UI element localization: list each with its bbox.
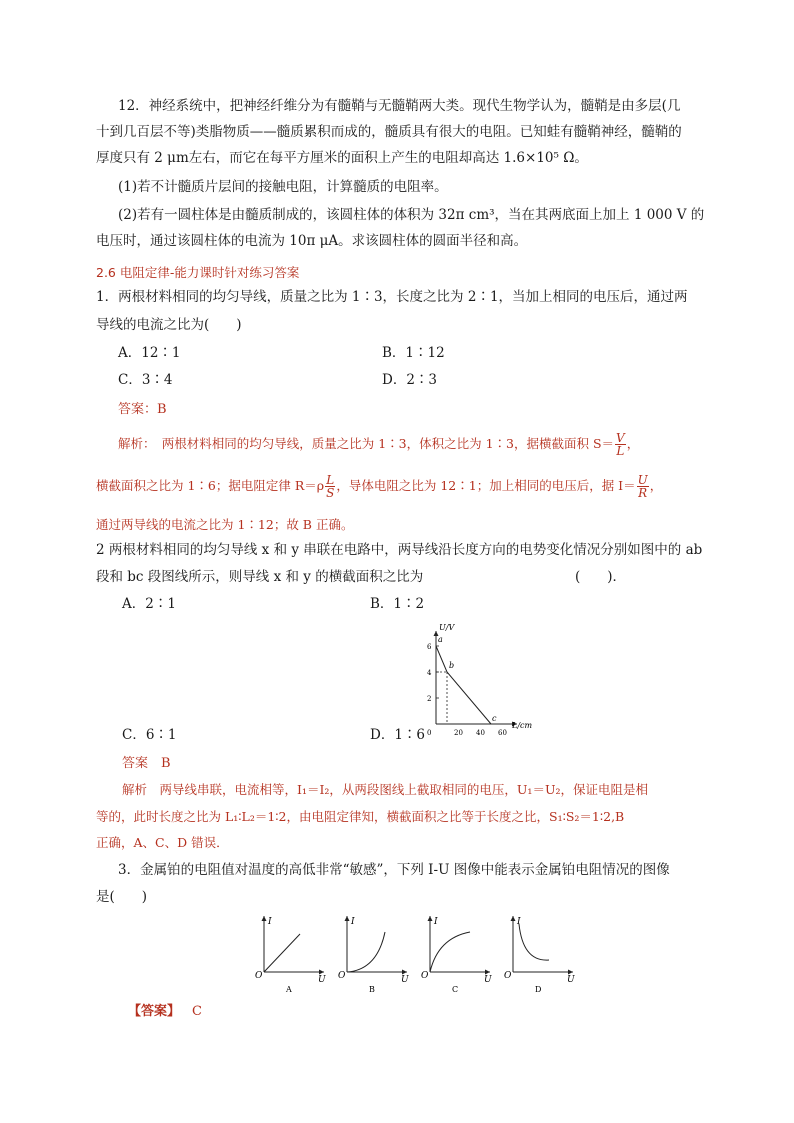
problem12-line3: 厚度只有 2 μm左右，而它在每平方厘米的面积上产生的电阻却高达 1.6×10⁵ Ω。 xyxy=(96,150,588,166)
u-label: U xyxy=(318,975,326,985)
frac-denominator: S xyxy=(326,486,335,500)
frac-denominator: L xyxy=(616,444,625,458)
section-title: 2.6 电阻定律-能力课时针对练习答案 xyxy=(96,265,300,280)
origin-label: O xyxy=(421,971,429,981)
graph-caption: C xyxy=(452,985,459,994)
iu-curve xyxy=(519,924,549,960)
y-tick-label: 6 xyxy=(427,643,432,651)
iu-curve xyxy=(347,932,385,972)
frac-denominator: R xyxy=(638,486,648,500)
u-axis-arrow xyxy=(319,970,324,975)
q1-explanation-line3: 通过两导线的电流之比为 1∶12；故 B 正确。 xyxy=(96,517,354,532)
origin-label: O xyxy=(504,971,512,981)
iu-graph-D xyxy=(504,916,575,994)
i-axis-arrow xyxy=(262,916,267,921)
point-label-c: c xyxy=(492,714,497,723)
iu-curve xyxy=(430,932,470,972)
series-line xyxy=(436,646,491,724)
x-tick-label: 0 xyxy=(427,729,432,737)
q2-stem-line2: 段和 bc 段图线所示，则导线 x 和 y 的横截面积之比为 xyxy=(96,569,424,585)
q1-exp2-text-b: ，导体电阻之比为 12∶1；加上相同的电压后，据 I＝ xyxy=(336,478,636,493)
q1-stem-line2: 导线的电流之比为( ) xyxy=(96,317,242,333)
x-tick-label: 40 xyxy=(476,729,485,737)
q2-option-b: B．1∶2 xyxy=(370,596,425,612)
y-tick-label: 4 xyxy=(427,669,432,677)
problem12-line1: 12．神经系统中，把神经纤维分为有髓鞘与无髓鞘两大类。现代生物学认为，髓鞘是由多层(几 xyxy=(118,98,681,114)
q1-stem-line1: 1．两根材料相同的均匀导线，质量之比为 1∶3，长度之比为 2∶1，当加上相同的电压后，通过两 xyxy=(96,289,688,305)
fraction-l-over-s xyxy=(325,474,335,499)
q1-exp2-text-a: 横截面积之比为 1∶6；据电阻定律 R＝ρ xyxy=(96,478,325,493)
q1-option-a: A．12∶1 xyxy=(118,345,181,361)
graph-caption: D xyxy=(535,985,542,994)
i-label: I xyxy=(351,917,355,927)
u-axis-arrow xyxy=(485,970,490,975)
problem12-line2: 十到几百层不等)类脂物质——髓质累积而成的，髓质具有很大的电阻。已知蛙有髓鞘神经，髓鞘的 xyxy=(96,124,682,140)
q2-voltage-length-chart xyxy=(420,618,560,744)
q2-answer: 答案 B xyxy=(122,756,171,771)
q1-explanation-line2 xyxy=(96,474,662,499)
y-axis-label: U/V xyxy=(439,623,455,632)
graph-caption: A xyxy=(286,985,292,994)
origin-label: O xyxy=(338,971,346,981)
q2-explanation-line1: 解析 两导线串联，电流相等，I₁＝I₂，从两段图线上截取相同的电压，U₁＝U₂，保证电阻是相 xyxy=(122,782,648,797)
u-label: U xyxy=(484,975,492,985)
u-label: U xyxy=(401,975,409,985)
point-label-b: b xyxy=(449,661,455,670)
fraction-v-over-l xyxy=(615,432,626,457)
problem12-question2-line1: (2)若有一圆柱体是由髓质制成的，该圆柱体的体积为 32π cm³，当在其两底面上加上 1 000 V 的 xyxy=(118,207,705,223)
u-axis-arrow xyxy=(402,970,407,975)
problem12-question1: (1)若不计髓质片层间的接触电阻，计算髓质的电阻率。 xyxy=(118,179,448,195)
q2-option-a: A．2∶1 xyxy=(122,596,176,612)
q1-answer: 答案：B xyxy=(118,402,167,417)
q2-stem-line1: 2 两根材料相同的均匀导线 x 和 y 串联在电路中，两导线沿长度方向的电势变化情况分别如图中的 ab xyxy=(96,542,703,558)
i-axis-arrow xyxy=(511,916,516,921)
q1-exp2-end: ， xyxy=(649,478,663,493)
q2-option-c: C．6∶1 xyxy=(122,727,177,743)
x-tick-label: 60 xyxy=(498,729,507,737)
graph-caption: B xyxy=(369,985,375,994)
iu-graph-B xyxy=(338,916,409,994)
q3-answer-label: 【答案】 xyxy=(128,1004,181,1019)
q3-answer xyxy=(128,1000,202,1019)
frac-numerator: V xyxy=(616,431,625,445)
point-label-a: a xyxy=(438,635,443,644)
i-label: I xyxy=(517,917,521,927)
x-tick-label: 20 xyxy=(454,729,463,737)
q3-iu-graphs xyxy=(250,912,580,996)
iu-graph-A xyxy=(255,916,326,994)
origin-label: O xyxy=(255,971,263,981)
x-axis-label: L/cm xyxy=(512,721,533,730)
problem12-question2-line2: 电压时，通过该圆柱体的电流为 10π μA。求该圆柱体的圆面半径和高。 xyxy=(96,233,528,249)
i-axis-arrow xyxy=(428,916,433,921)
iu-curve xyxy=(264,934,300,972)
q2-explanation-line2: 等的，此时长度之比为 L₁∶L₂＝1∶2，由电阻定律知，横截面积之比等于长度之比，S₁∶S₂＝1∶2,B xyxy=(96,809,625,824)
q1-option-c: C．3∶4 xyxy=(118,372,173,388)
y-tick-label: 2 xyxy=(427,695,432,703)
q3-stem-line2: 是( ) xyxy=(96,889,148,905)
q2-explanation-line3: 正确，A、C、D 错误． xyxy=(96,835,229,850)
q1-explanation-line1 xyxy=(118,432,639,457)
q3-stem-line1: 3．金属铂的电阻值对温度的高低非常“敏感”，下列 I-U 图像中能表示金属铂电阻情况的图像 xyxy=(118,862,670,878)
q2-option-d: D．1∶6 xyxy=(370,727,426,743)
u-label: U xyxy=(567,975,575,985)
frac-numerator: U xyxy=(637,473,648,487)
q3-answer-value: C xyxy=(192,1004,202,1019)
i-label: I xyxy=(434,917,438,927)
fraction-u-over-r xyxy=(637,474,649,499)
u-axis-arrow xyxy=(568,970,573,975)
q1-option-b: B．1∶12 xyxy=(382,345,445,361)
iu-graph-C xyxy=(421,916,492,994)
frac-numerator: L xyxy=(326,473,335,487)
i-label: I xyxy=(268,917,272,927)
i-axis-arrow xyxy=(345,916,350,921)
q1-exp1-text: 解析： 两根材料相同的均匀导线，质量之比为 1∶3，体积之比为 1∶3，据横截面积 S＝ xyxy=(118,436,615,451)
q2-stem-paren: ( )． xyxy=(575,569,627,585)
q1-exp1-end: ， xyxy=(626,436,640,451)
q1-option-d: D．2∶3 xyxy=(382,372,438,388)
